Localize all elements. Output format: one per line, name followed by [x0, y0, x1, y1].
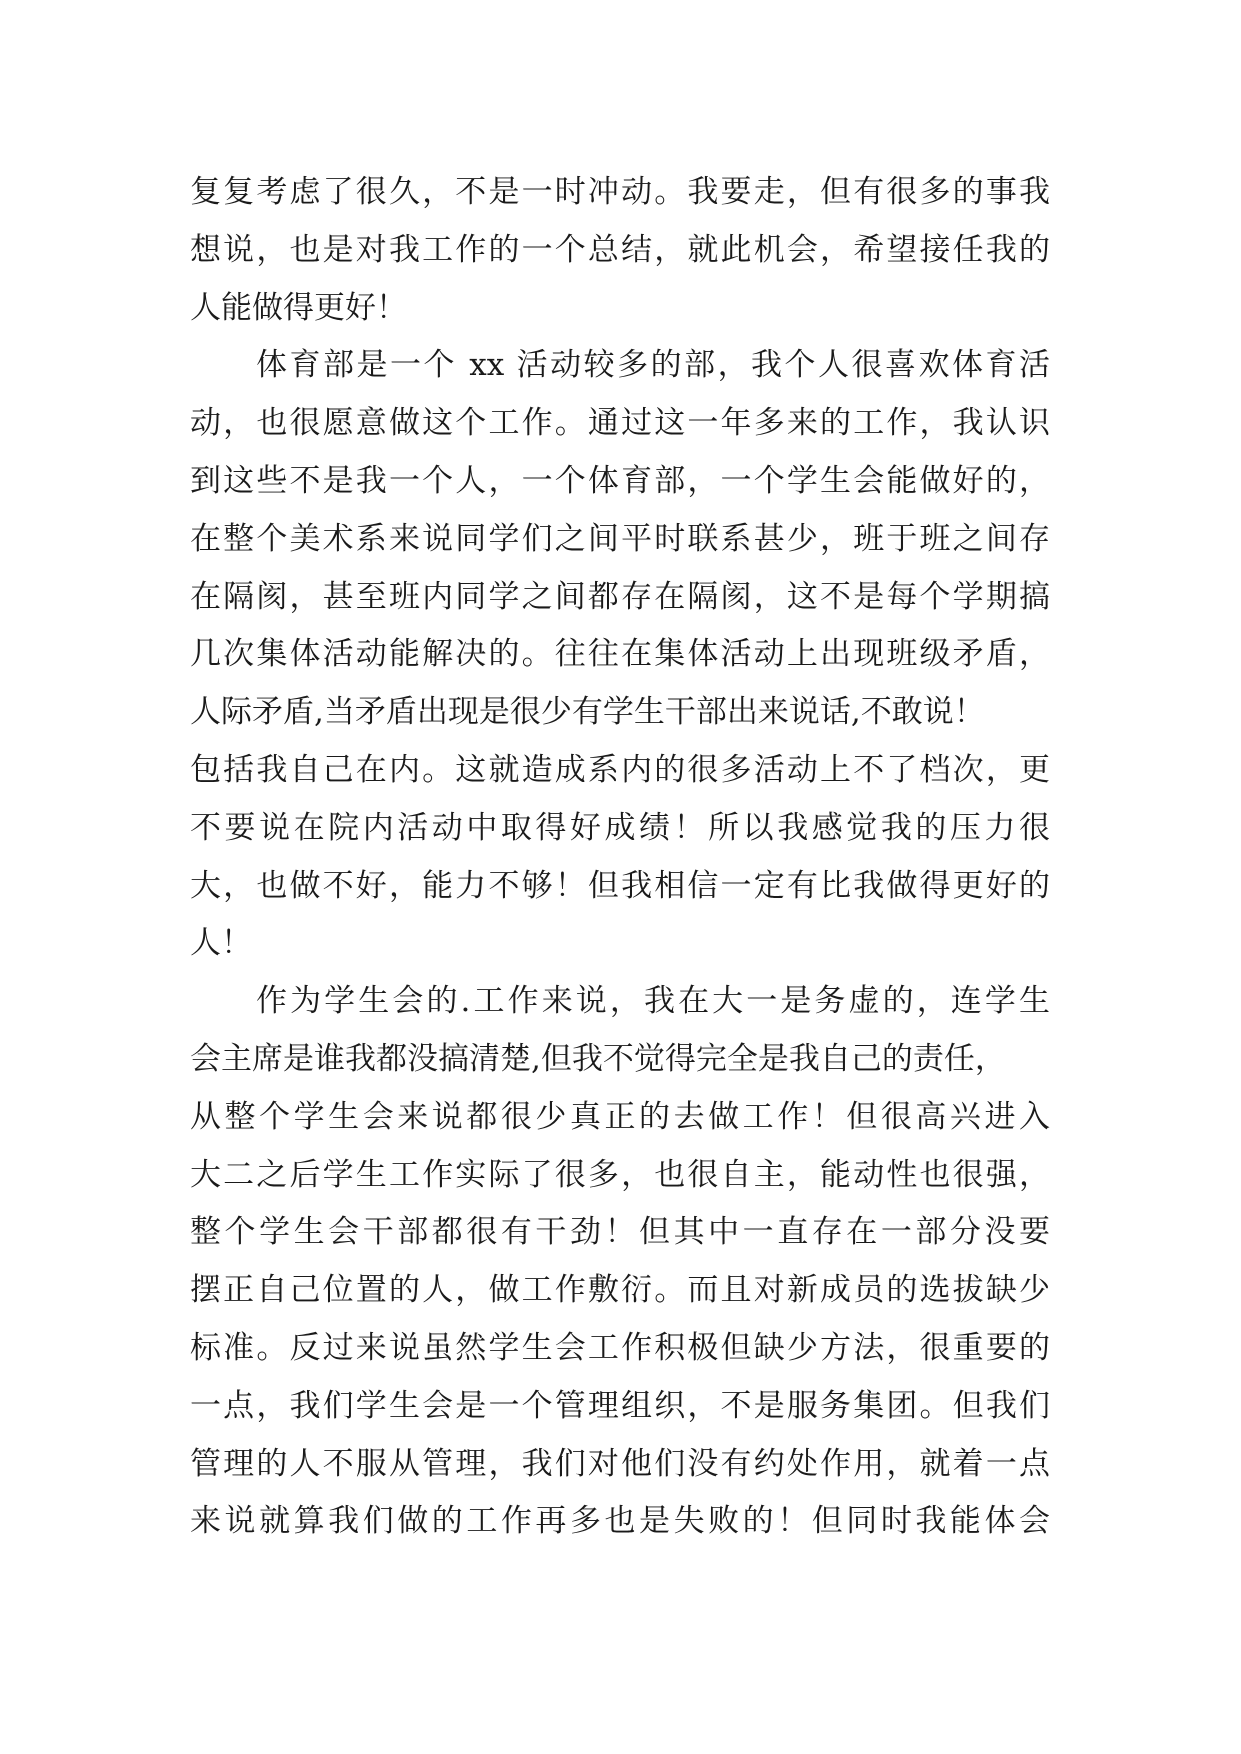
text-line: 一点，我们学生会是一个管理组织，不是服务集团。但我们 — [190, 1387, 1050, 1424]
text-line: 作为学生会的.工作来说，我在大一是务虚的，连学生 — [256, 983, 1050, 1020]
text-line: 不要说在院内活动中取得好成绩！所以我感觉我的压力很 — [190, 809, 1050, 846]
text-line: 整个学生会干部都很有干劲！但其中一直存在一部分没要 — [190, 1214, 1050, 1251]
text-line: 管理的人不服从管理，我们对他们没有约处作用，就着一点 — [190, 1445, 1050, 1482]
text-line: 会主席是谁我都没搞清楚,但我不觉得完全是我自己的责任， — [190, 1040, 1006, 1077]
text-line: 包括我自己在内。这就造成系内的很多活动上不了档次，更 — [190, 751, 1050, 788]
text-line: 从整个学生会来说都很少真正的去做工作！但很高兴进入 — [190, 1098, 1050, 1135]
text-line: 来说就算我们做的工作再多也是失败的！但同时我能体会 — [190, 1503, 1050, 1540]
text-line: 摆正自己位置的人，做工作敷衍。而且对新成员的选拔缺少 — [190, 1272, 1050, 1309]
text-line: 复复考虑了很久，不是一时冲动。我要走，但有很多的事我 — [190, 174, 1050, 210]
text-line: 人！ — [190, 925, 252, 962]
text-line: 在整个美术系来说同学们之间平时联系甚少，班于班之间存 — [190, 520, 1050, 557]
document-page — [190, 164, 1050, 1551]
text-line: 几次集体活动能解决的。往往在集体活动上出现班级矛盾， — [190, 636, 1050, 673]
text-line: 人际矛盾,当矛盾出现是很少有学生干部出来说话,不敢说！ — [190, 694, 985, 731]
text-line: 大二之后学生工作实际了很多，也很自主，能动性也很强， — [190, 1156, 1050, 1193]
paragraph — [190, 164, 1050, 337]
text-line: 标准。反过来说虽然学生会工作积极但缺少方法，很重要的 — [190, 1329, 1050, 1366]
text-line: 动，也很愿意做这个工作。通过这一年多来的工作，我认识 — [190, 405, 1050, 442]
paragraph — [190, 973, 1050, 1551]
text-line: 想说，也是对我工作的一个总结，就此机会，希望接任我的 — [190, 231, 1050, 268]
paragraph — [190, 337, 1050, 973]
text-line: 大，也做不好，能力不够！但我相信一定有比我做得更好的 — [190, 867, 1050, 904]
text-line: 到这些不是我一个人，一个体育部，一个学生会能做好的， — [190, 462, 1050, 499]
text-line: 人能做得更好！ — [190, 289, 407, 326]
text-line: 在隔阂，甚至班内同学之间都存在隔阂，这不是每个学期搞 — [190, 578, 1050, 615]
text-line: 体育部是一个 xx 活动较多的部，我个人很喜欢体育活 — [256, 347, 1050, 384]
